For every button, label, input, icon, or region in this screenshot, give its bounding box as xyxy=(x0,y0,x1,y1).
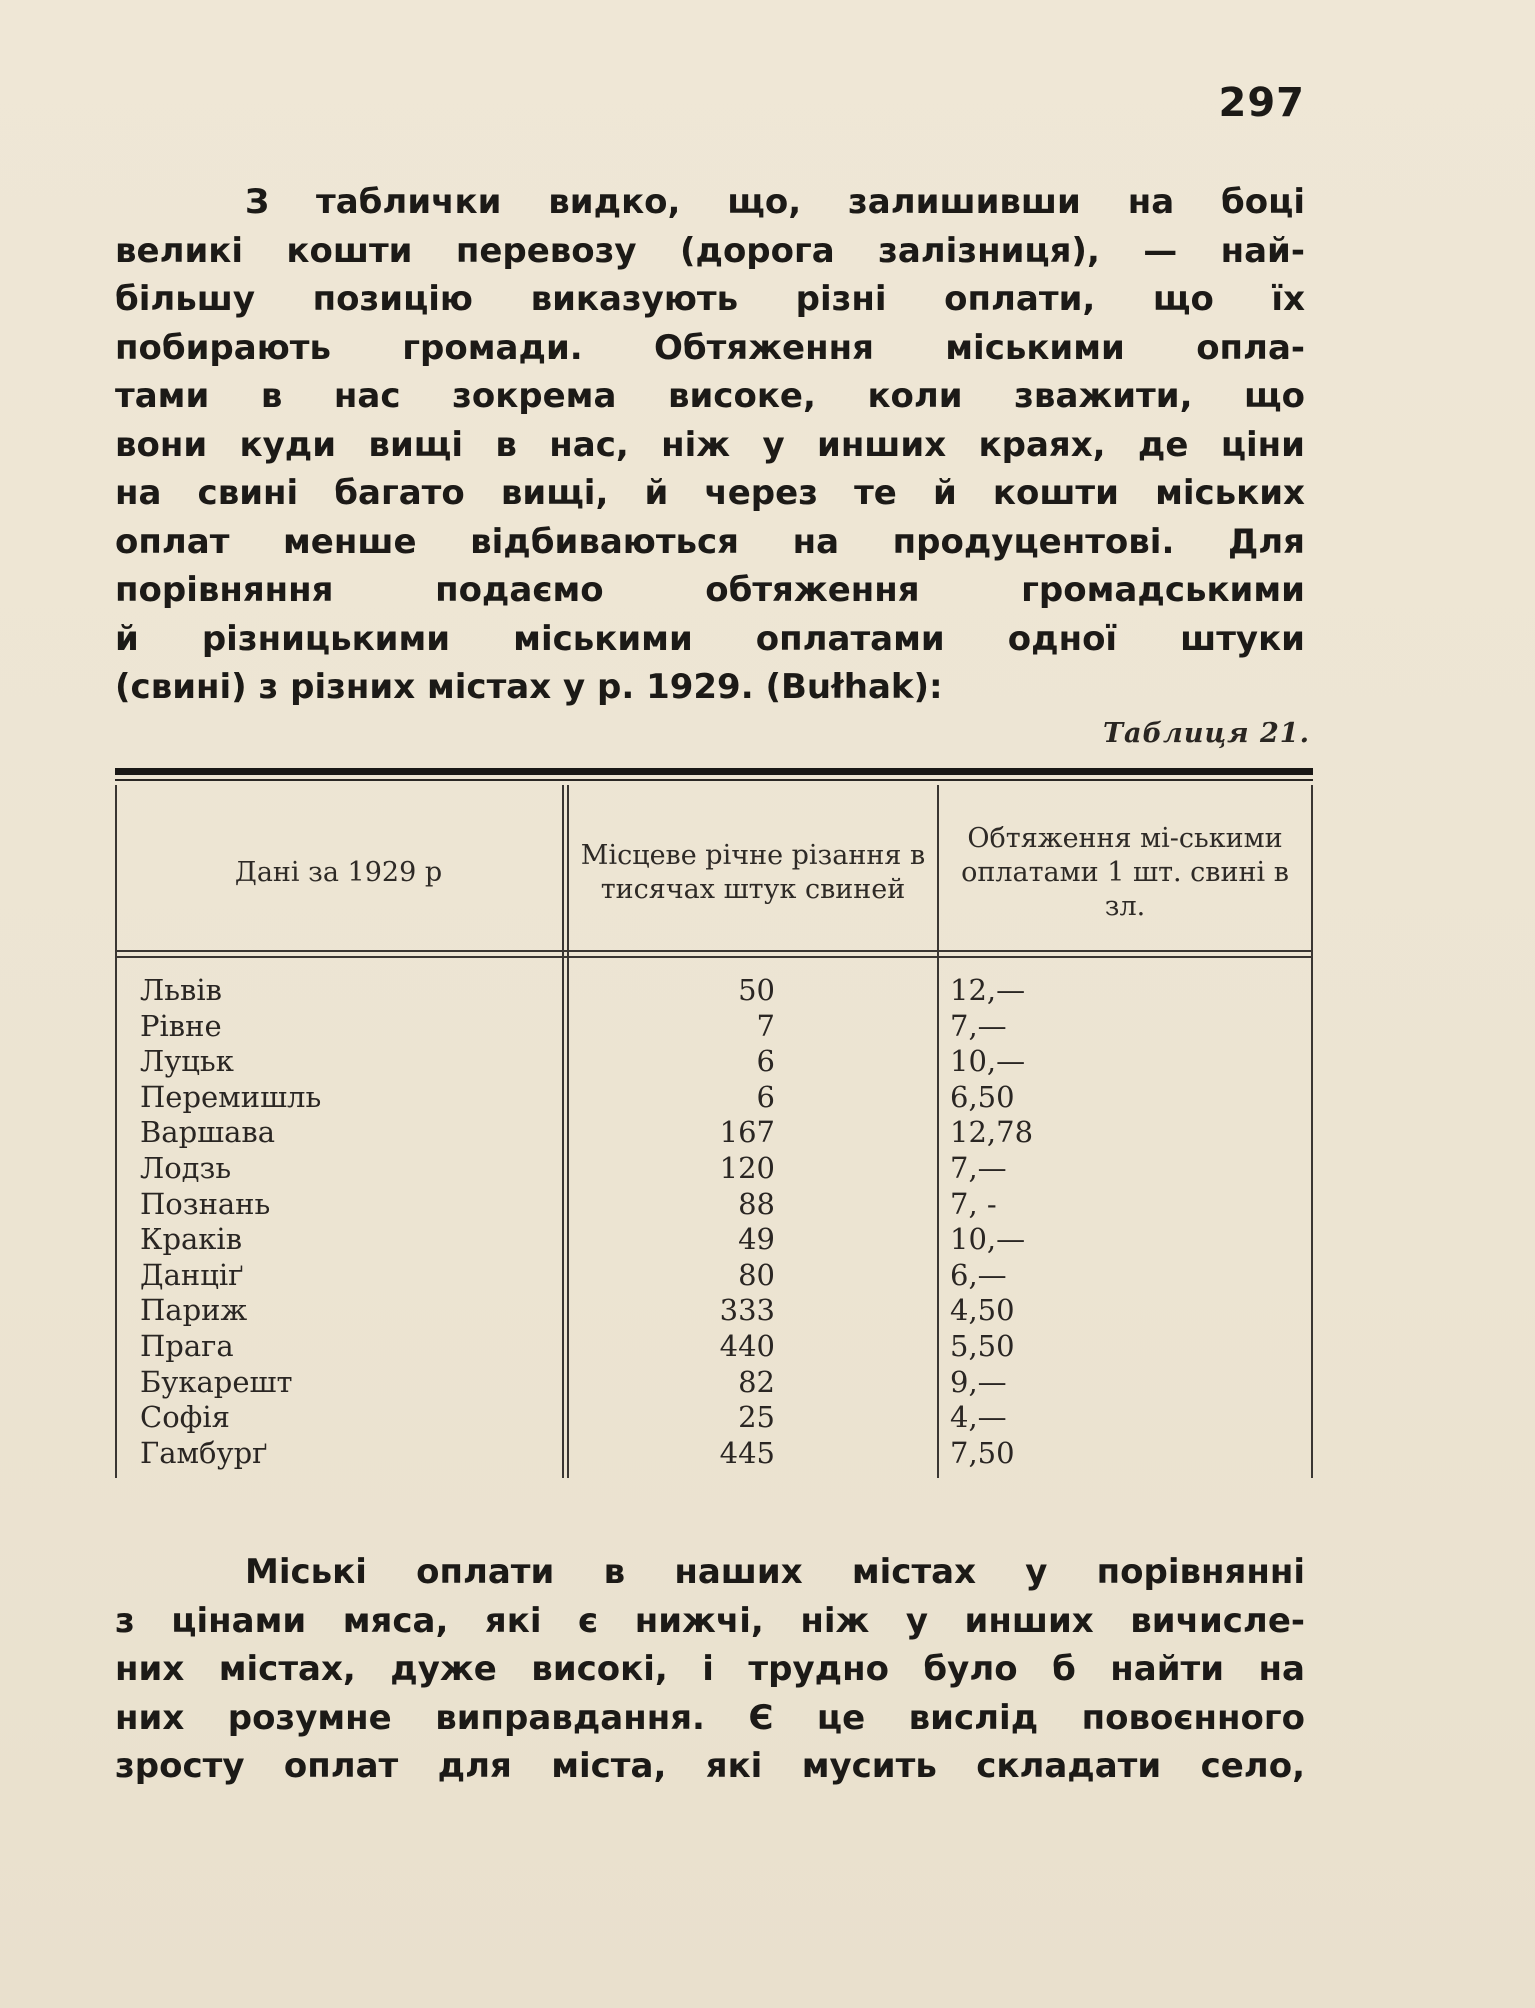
text-line: побирають громади. Обтяження міськими опла- xyxy=(115,327,1305,368)
slaughter-cell: 88 xyxy=(738,1186,775,1221)
text-line: оплат менше відбиваються на продуцентові. Для xyxy=(115,521,1305,562)
tax-cell: 10,— xyxy=(950,1044,1026,1079)
city-cell: Лодзь xyxy=(140,1150,232,1185)
city-cell: Варшава xyxy=(140,1115,276,1150)
table-row xyxy=(115,1400,1313,1436)
header-year: Дані за 1929 р xyxy=(234,856,443,888)
city-cell: Рівне xyxy=(140,1008,222,1043)
city-cell: Львів xyxy=(140,973,222,1007)
slaughter-cell: 49 xyxy=(738,1222,775,1257)
slaughter-cell: 82 xyxy=(738,1364,775,1399)
table-label: Таблиця 21. xyxy=(1102,718,1310,749)
tax-cell: 4,— xyxy=(950,1400,1007,1435)
slaughter-cell: 167 xyxy=(719,1115,775,1150)
slaughter-cell: 6 xyxy=(756,1079,775,1114)
city-cell: Краків xyxy=(140,1222,243,1257)
slaughter-cell: 6 xyxy=(756,1044,775,1079)
slaughter-cell: 7 xyxy=(756,1008,775,1043)
tax-cell: 9,— xyxy=(950,1364,1007,1399)
city-cell: Софія xyxy=(140,1400,230,1435)
table-row xyxy=(115,1222,1313,1258)
tax-cell: 7,— xyxy=(950,1150,1007,1185)
table-row xyxy=(115,1044,1313,1080)
city-cell: Париж xyxy=(140,1293,248,1328)
table-top-rule xyxy=(115,768,1313,775)
text-line: зросту оплат для міста, які мусить складати село, xyxy=(115,1746,1305,1786)
text-line: великі кошти перевозу (дорога залізниця), — най- xyxy=(115,230,1305,271)
tax-cell: 4,50 xyxy=(950,1293,1015,1328)
table-row xyxy=(115,1187,1313,1223)
header-slaughter: Місцеве річне різання в тисячах штук свиней xyxy=(580,839,926,905)
text-line: вони куди вищі в нас, ніж у инших краях, де ціни xyxy=(115,424,1305,465)
slaughter-cell: 25 xyxy=(738,1400,775,1435)
tax-cell: 12,— xyxy=(950,973,1026,1007)
tax-cell: 6,50 xyxy=(950,1079,1015,1114)
paragraph-intro xyxy=(115,178,1305,712)
text-line: більшу позицію виказують різні оплати, що їх xyxy=(115,279,1305,319)
slaughter-cell: 333 xyxy=(719,1293,775,1328)
table-row xyxy=(115,1115,1313,1151)
slaughter-cell: 440 xyxy=(719,1328,775,1363)
table-row xyxy=(115,1258,1313,1294)
city-cell: Познань xyxy=(140,1186,271,1221)
tax-cell: 7, - xyxy=(950,1186,997,1221)
tax-cell: 10,— xyxy=(950,1222,1026,1257)
table-body xyxy=(115,973,1313,1471)
table-row xyxy=(115,1365,1313,1401)
city-cell: Прага xyxy=(140,1328,234,1363)
header-divider xyxy=(115,950,1313,952)
city-cell: Данціґ xyxy=(140,1257,244,1292)
table-row xyxy=(115,1329,1313,1365)
table-row xyxy=(115,1436,1313,1472)
text-line: Міські оплати в наших містах у порівнянні xyxy=(245,1552,1305,1592)
text-line: (свині) з різних містах у р. 1929. (Bułhak): xyxy=(115,667,943,707)
text-line: них містах, дуже високі, і трудно було б найти на xyxy=(115,1649,1305,1689)
text-line: порівняння подаємо обтяження громадськими xyxy=(115,570,1305,610)
tax-cell: 7,— xyxy=(950,1008,1007,1043)
slaughter-cell: 50 xyxy=(738,973,775,1007)
table-row xyxy=(115,973,1313,1009)
city-cell: Букарешт xyxy=(140,1364,293,1399)
city-cell: Гамбурґ xyxy=(140,1435,268,1470)
text-line: з цінами мяса, які є нижчі, ніж у инших вичисле- xyxy=(115,1600,1305,1641)
tax-cell: 5,50 xyxy=(950,1328,1015,1363)
slaughter-cell: 445 xyxy=(719,1435,775,1470)
text-line: на свині багато вищі, й через те й кошти міських xyxy=(115,473,1305,513)
text-line: й різницькими міськими оплатами одної штуки xyxy=(115,618,1305,659)
header-tax: Обтяження мі-ськими оплатами 1 шт. свині в зл. xyxy=(961,822,1289,922)
header-divider xyxy=(115,956,1313,958)
data-table xyxy=(115,785,1313,1478)
slaughter-cell: 80 xyxy=(738,1257,775,1292)
paragraph-conclusion xyxy=(115,1548,1305,1791)
table-row xyxy=(115,1293,1313,1329)
tax-cell: 12,78 xyxy=(950,1115,1034,1150)
text-line: тами в нас зокрема високе, коли зважити, що xyxy=(115,376,1305,416)
city-cell: Перемишль xyxy=(140,1079,322,1114)
page-number: 297 xyxy=(1218,80,1305,126)
text-line: них розумне виправдання. Є це вислід повоєнного xyxy=(115,1697,1305,1738)
tax-cell: 7,50 xyxy=(950,1435,1015,1470)
tax-cell: 6,— xyxy=(950,1257,1007,1292)
table-row xyxy=(115,1151,1313,1187)
table-row xyxy=(115,1009,1313,1045)
table-row xyxy=(115,1080,1313,1116)
slaughter-cell: 120 xyxy=(719,1150,775,1185)
table-top-rule-thin xyxy=(115,779,1313,781)
text-line: З таблички видко, що, залишивши на боці xyxy=(245,182,1305,222)
city-cell: Луцьк xyxy=(140,1044,234,1079)
